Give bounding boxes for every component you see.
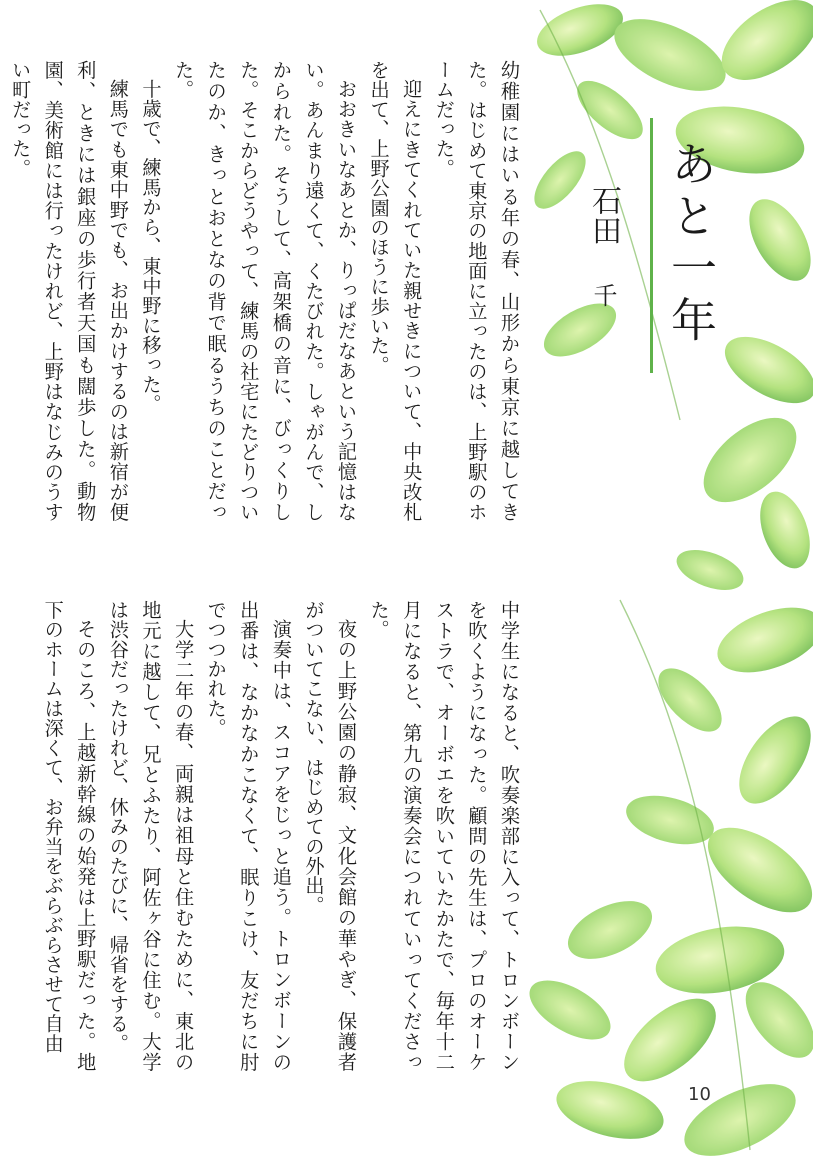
paragraph: 夜の上野公園の静寂、文化会館の華やぎ、保護者がついてこない、はじめての外出。 — [302, 600, 359, 1072]
author-name — [586, 185, 621, 307]
paragraph: 大学二年の春、両親は祖母と住むために、東北の地元に越して、兄とふたり、阿佐ヶ谷に住む。大学は渋谷だったけれど、休みのたびに、帰省をする。 — [106, 600, 196, 1072]
paragraph: 練馬でも東中野でも、お出かけするのは新宿が便利、ときには銀座の歩行者天国も闊歩した。動物園、美術館には行ったけれど、上野はなじみのうすい町だった。 — [9, 60, 130, 522]
paragraph: 十歳で、練馬から、東中野に移った。 — [139, 79, 163, 415]
paragraph: 演奏中は、スコアをじっと追う。トロンボーンの出番は、なかなかこなくて、眠りこけ、友だちに肘でつつかれた。 — [204, 600, 293, 1072]
paragraph: 幼稚園にはいる年の春、山形から東京に越してきた。はじめて東京の地面に立ったのは、上野駅のホームだった。 — [432, 60, 521, 522]
author-given-name: 千 — [589, 283, 617, 307]
author-family-name: 石田 — [586, 185, 621, 245]
paragraph: おおきいなあとか、りっぱだなあという記憶はない。あんまり遠くて、くたびれた。しゃがんで、しかられた。そうして、高架橋の音に、びっくりした。そこからどうやって、練馬の社宅にたどりついたのか、きっとおとなの背で眠るうちのことだった。 — [172, 60, 359, 522]
title-divider-line — [650, 118, 653, 373]
page-number: 10 — [688, 1084, 711, 1105]
page-title: あと一年 — [664, 140, 718, 348]
paragraph: そのころ、上越新幹線の始発は上野駅だった。地下のホームは深くて、お弁当をぶらぶらさせて自由 — [41, 600, 98, 1072]
body-text-upper — [9, 60, 525, 522]
body-text-lower — [41, 600, 525, 1072]
paragraph: 迎えにきてくれていた親せきについて、中央改札を出て、上野公園のほうに歩いた。 — [367, 60, 424, 522]
paragraph: 中学生になると、吹奏楽部に入って、トロンボーンを吹くようになった。顧問の先生は、プロのオーケストラで、オーボエを吹いていたかたで、毎年十二月になると、第九の演奏会につれていってくださった。 — [367, 600, 521, 1072]
